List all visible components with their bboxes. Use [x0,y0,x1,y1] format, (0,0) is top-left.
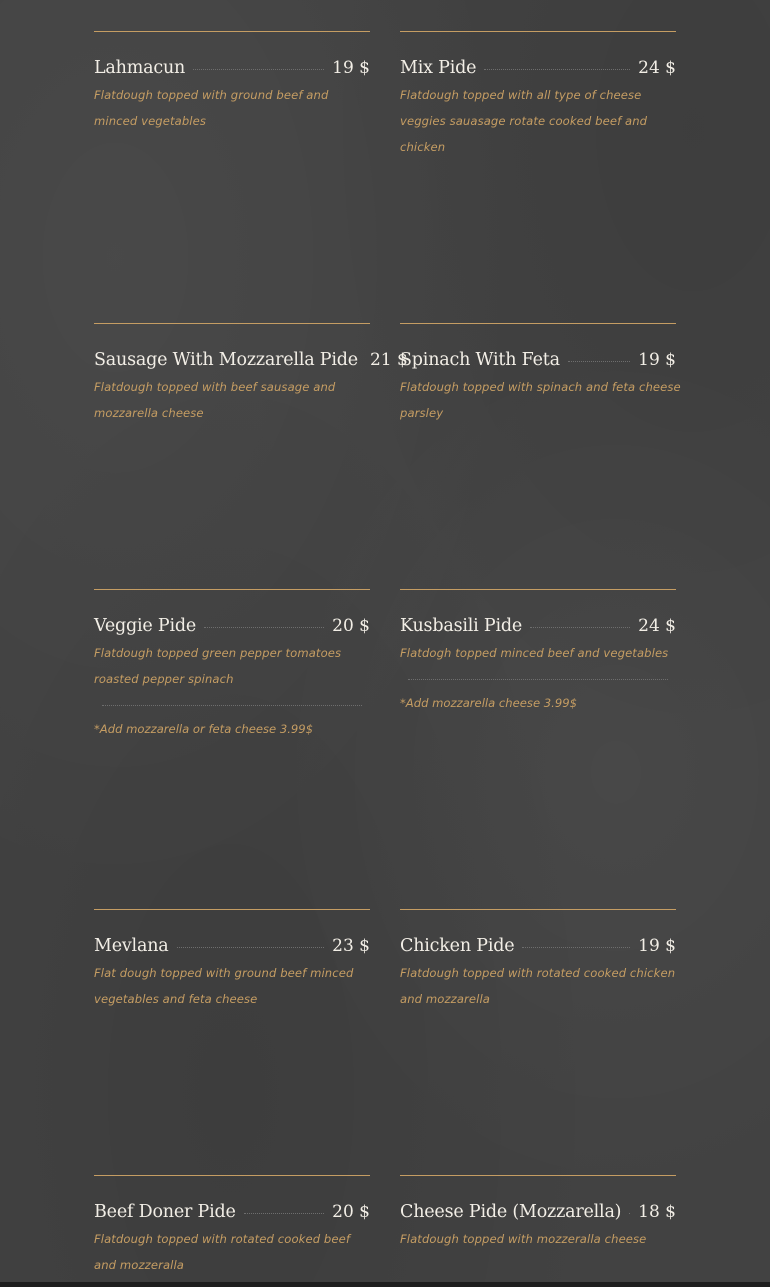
menu-item-description: Flatdogh topped minced beef and vegetables [400,646,669,660]
menu-item-mevlana [94,909,370,1006]
menu-item-name: Mix Pide [400,58,477,78]
dotted-leader [629,1213,630,1214]
menu-item-name: Lahmacun [94,58,186,78]
extra-divider [408,679,668,680]
menu-item-description: Flat dough topped with ground beef minced vegetables and feta cheese [94,966,354,1006]
menu-item-price: 24 $ [638,616,676,636]
dotted-leader [568,361,630,362]
menu-item-price: 20 $ [332,616,370,636]
menu-item-beef-doner-pide [94,1175,370,1272]
menu-item-name: Spinach With Feta [400,350,560,370]
menu-item-price: 19 $ [638,936,676,956]
menu-item-description: Flatdough topped with rotated cooked chicken and mozzarella [400,966,676,1006]
dotted-leader [204,627,324,628]
menu-item-name: Beef Doner Pide [94,1202,236,1222]
menu-item-veggie-pide [94,589,370,736]
dotted-leader [177,947,325,948]
dotted-leader [193,69,324,70]
menu-item-spinach-feta [400,323,681,420]
menu-item-name: Mevlana [94,936,169,956]
menu-item-name: Cheese Pide (Mozzarella) [400,1202,622,1222]
menu-item-price: 21 $ [369,350,408,370]
menu-item-price: 18 $ [638,1202,676,1222]
menu-item-price: 19 $ [332,58,370,78]
bottom-bar [0,1282,770,1287]
menu-item-chicken-pide [400,909,676,1006]
menu-item-sausage-mozzarella-pide [94,323,408,420]
menu-item-name: Kusbasili Pide [400,616,523,636]
menu-item-price: 23 $ [332,936,370,956]
menu-item-price: 19 $ [638,350,676,370]
menu-item-description: Flatdough topped green pepper tomatoes roasted pepper spinach [94,646,342,686]
menu-item-kusbasili-pide [400,589,676,710]
dotted-leader [522,947,630,948]
menu-item-description: Flatdough topped with spinach and feta cheese parsley [400,380,681,420]
dotted-leader [484,69,630,70]
menu-item-name: Chicken Pide [400,936,515,956]
extra-divider [102,705,362,706]
menu-item-addon-note: *Add mozzarella or feta cheese 3.99$ [94,722,314,736]
menu-item-lahmacun [94,31,370,128]
menu-item-description: Flatdough topped with ground beef and minced vegetables [94,88,329,128]
dotted-leader [530,627,630,628]
menu-item-price: 24 $ [638,58,676,78]
menu-item-description: Flatdough topped with beef sausage and mozzarella cheese [94,380,336,420]
menu-item-description: Flatdough topped with all type of cheese veggies sauasage rotate cooked beef and chicken [400,88,648,154]
menu-item-description: Flatdough topped with mozzeralla cheese [400,1232,647,1246]
menu-item-name: Sausage With Mozzarella Pide [94,350,358,370]
menu-item-addon-note: *Add mozzarella cheese 3.99$ [400,696,577,710]
menu-item-cheese-pide-mozzarella [400,1175,676,1246]
menu-item-name: Veggie Pide [94,616,197,636]
menu-item-description: Flatdough topped with rotated cooked beef and mozzeralla [94,1232,351,1272]
menu-item-mix-pide [400,31,676,154]
menu-item-price: 20 $ [332,1202,370,1222]
dotted-leader [244,1213,324,1214]
